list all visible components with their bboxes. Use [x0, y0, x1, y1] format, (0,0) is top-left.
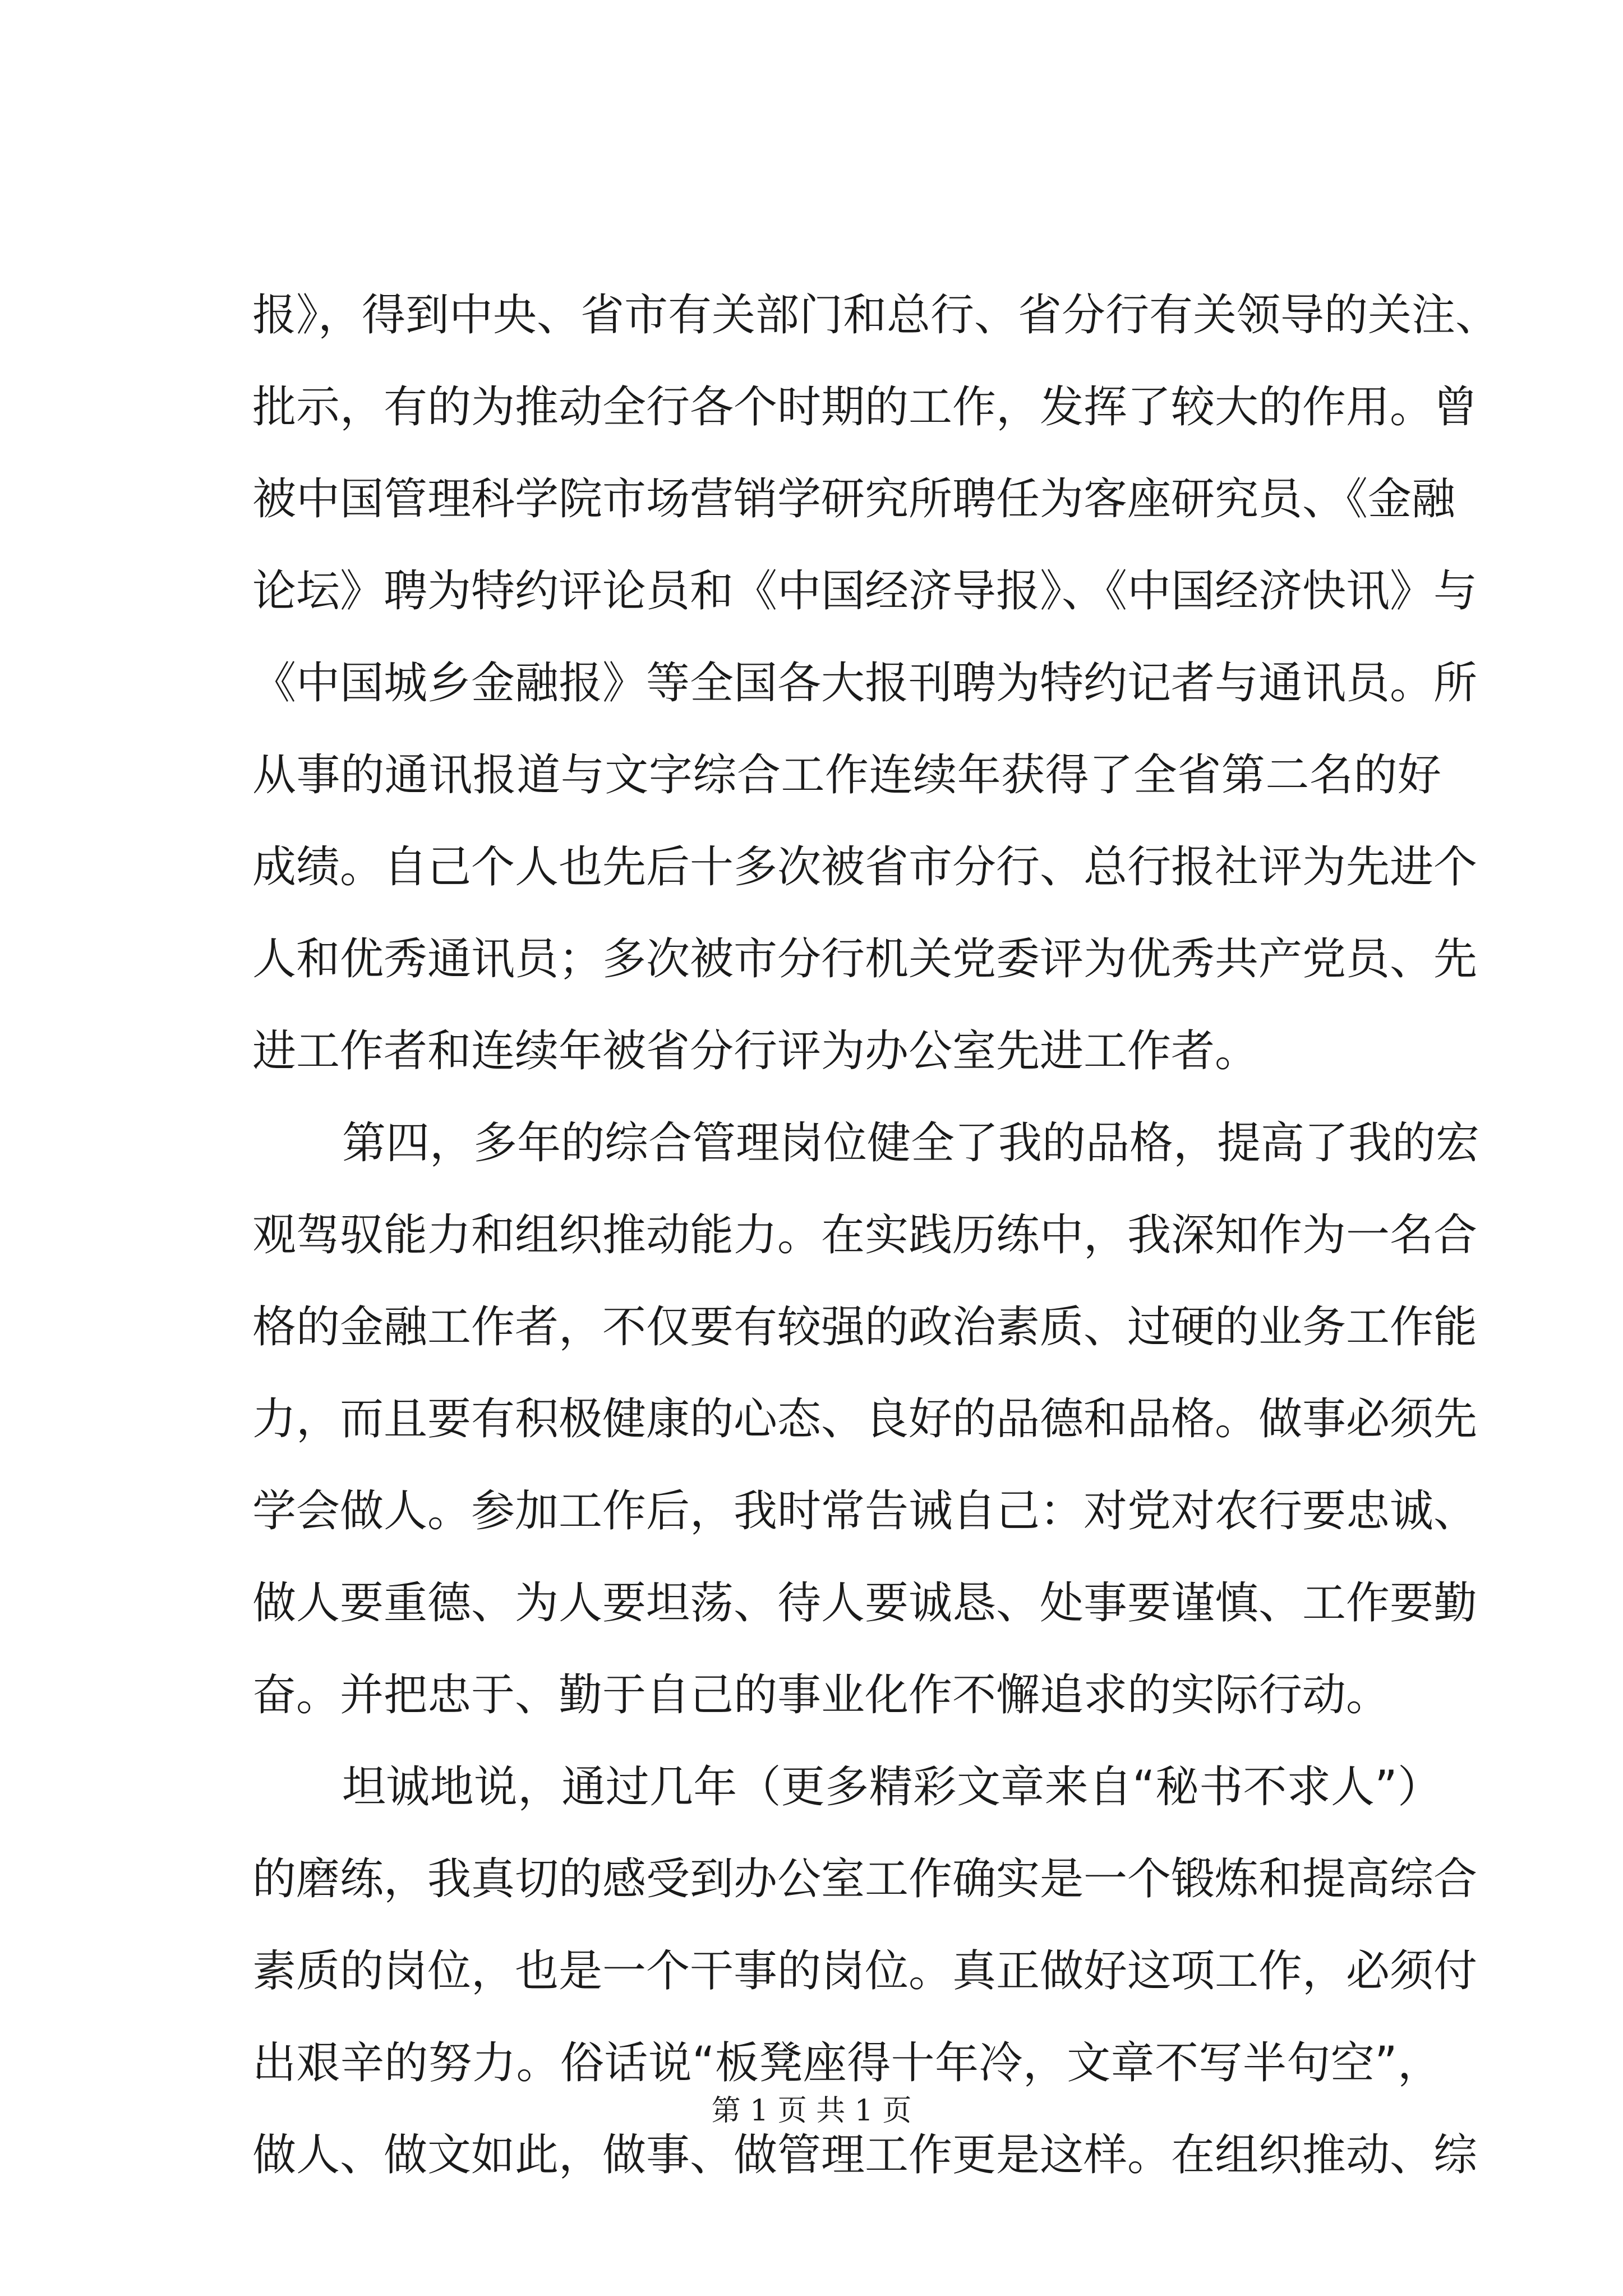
text-line: 批示，有的为推动全行各个时期的工作，发挥了较大的作用。曾	[252, 382, 1478, 432]
text-line: 素质的岗位，也是一个干事的岗位。真正做好这项工作，必须付	[252, 1946, 1478, 1996]
text-line: 做人要重德、为人要坦荡、待人要诚恳、处事要谨慎、工作要勤	[252, 1578, 1478, 1628]
text-line: 出艰辛的努力。俗话说“板凳座得十年冷，文章不写半句空”，	[252, 2038, 1441, 2088]
text-line: 人和优秀通讯员；多次被市分行机关党委评为优秀共产党员、先	[252, 934, 1478, 984]
text-line: 格的金融工作者，不仅要有较强的政治素质、过硬的业务工作能	[252, 1302, 1478, 1352]
text-line: 奋。并把忠于、勤于自己的事业化作不懈追求的实际行动。	[252, 1670, 1390, 1720]
text-line: 观驾驭能力和组织推动能力。在实践历练中，我深知作为一名合	[252, 1210, 1478, 1260]
text-line: 从事的通讯报道与文字综合工作连续年获得了全省第二名的好	[252, 750, 1441, 800]
text-line: 报》，得到中央、省市有关部门和总行、省分行有关领导的关注、	[252, 290, 1500, 341]
page-number-footer: 第 1 页 共 1 页	[711, 2094, 912, 2128]
text-line: 论坛》聘为特约评论员和《中国经济导报》、《中国经济快讯》与	[252, 566, 1478, 616]
text-line: 学会做人。参加工作后，我时常告诫自己：对党对农行要忠诚、	[252, 1486, 1478, 1536]
document-body	[252, 269, 1500, 2201]
text-line: 坦诚地说，通过几年（更多精彩文章来自“秘书不求人”）	[342, 1762, 1441, 1812]
text-line: 的磨练，我真切的感受到办公室工作确实是一个锻炼和提高综合	[252, 1854, 1478, 1904]
text-line: 被中国管理科学院市场营销学研究所聘任为客座研究员、《金融	[252, 474, 1456, 524]
text-line: 第四，多年的综合管理岗位健全了我的品格，提高了我的宏	[342, 1118, 1480, 1168]
text-line: 力，而且要有积极健康的心态、良好的品德和品格。做事必须先	[252, 1394, 1478, 1444]
text-line: 《中国城乡金融报》等全国各大报刊聘为特约记者与通讯员。所	[252, 658, 1478, 708]
text-line: 成绩。自己个人也先后十多次被省市分行、总行报社评为先进个	[252, 842, 1478, 892]
text-line: 进工作者和连续年被省分行评为办公室先进工作者。	[252, 1026, 1259, 1076]
text-line: 做人、做文如此，做事、做管理工作更是这样。在组织推动、综	[252, 2130, 1478, 2180]
